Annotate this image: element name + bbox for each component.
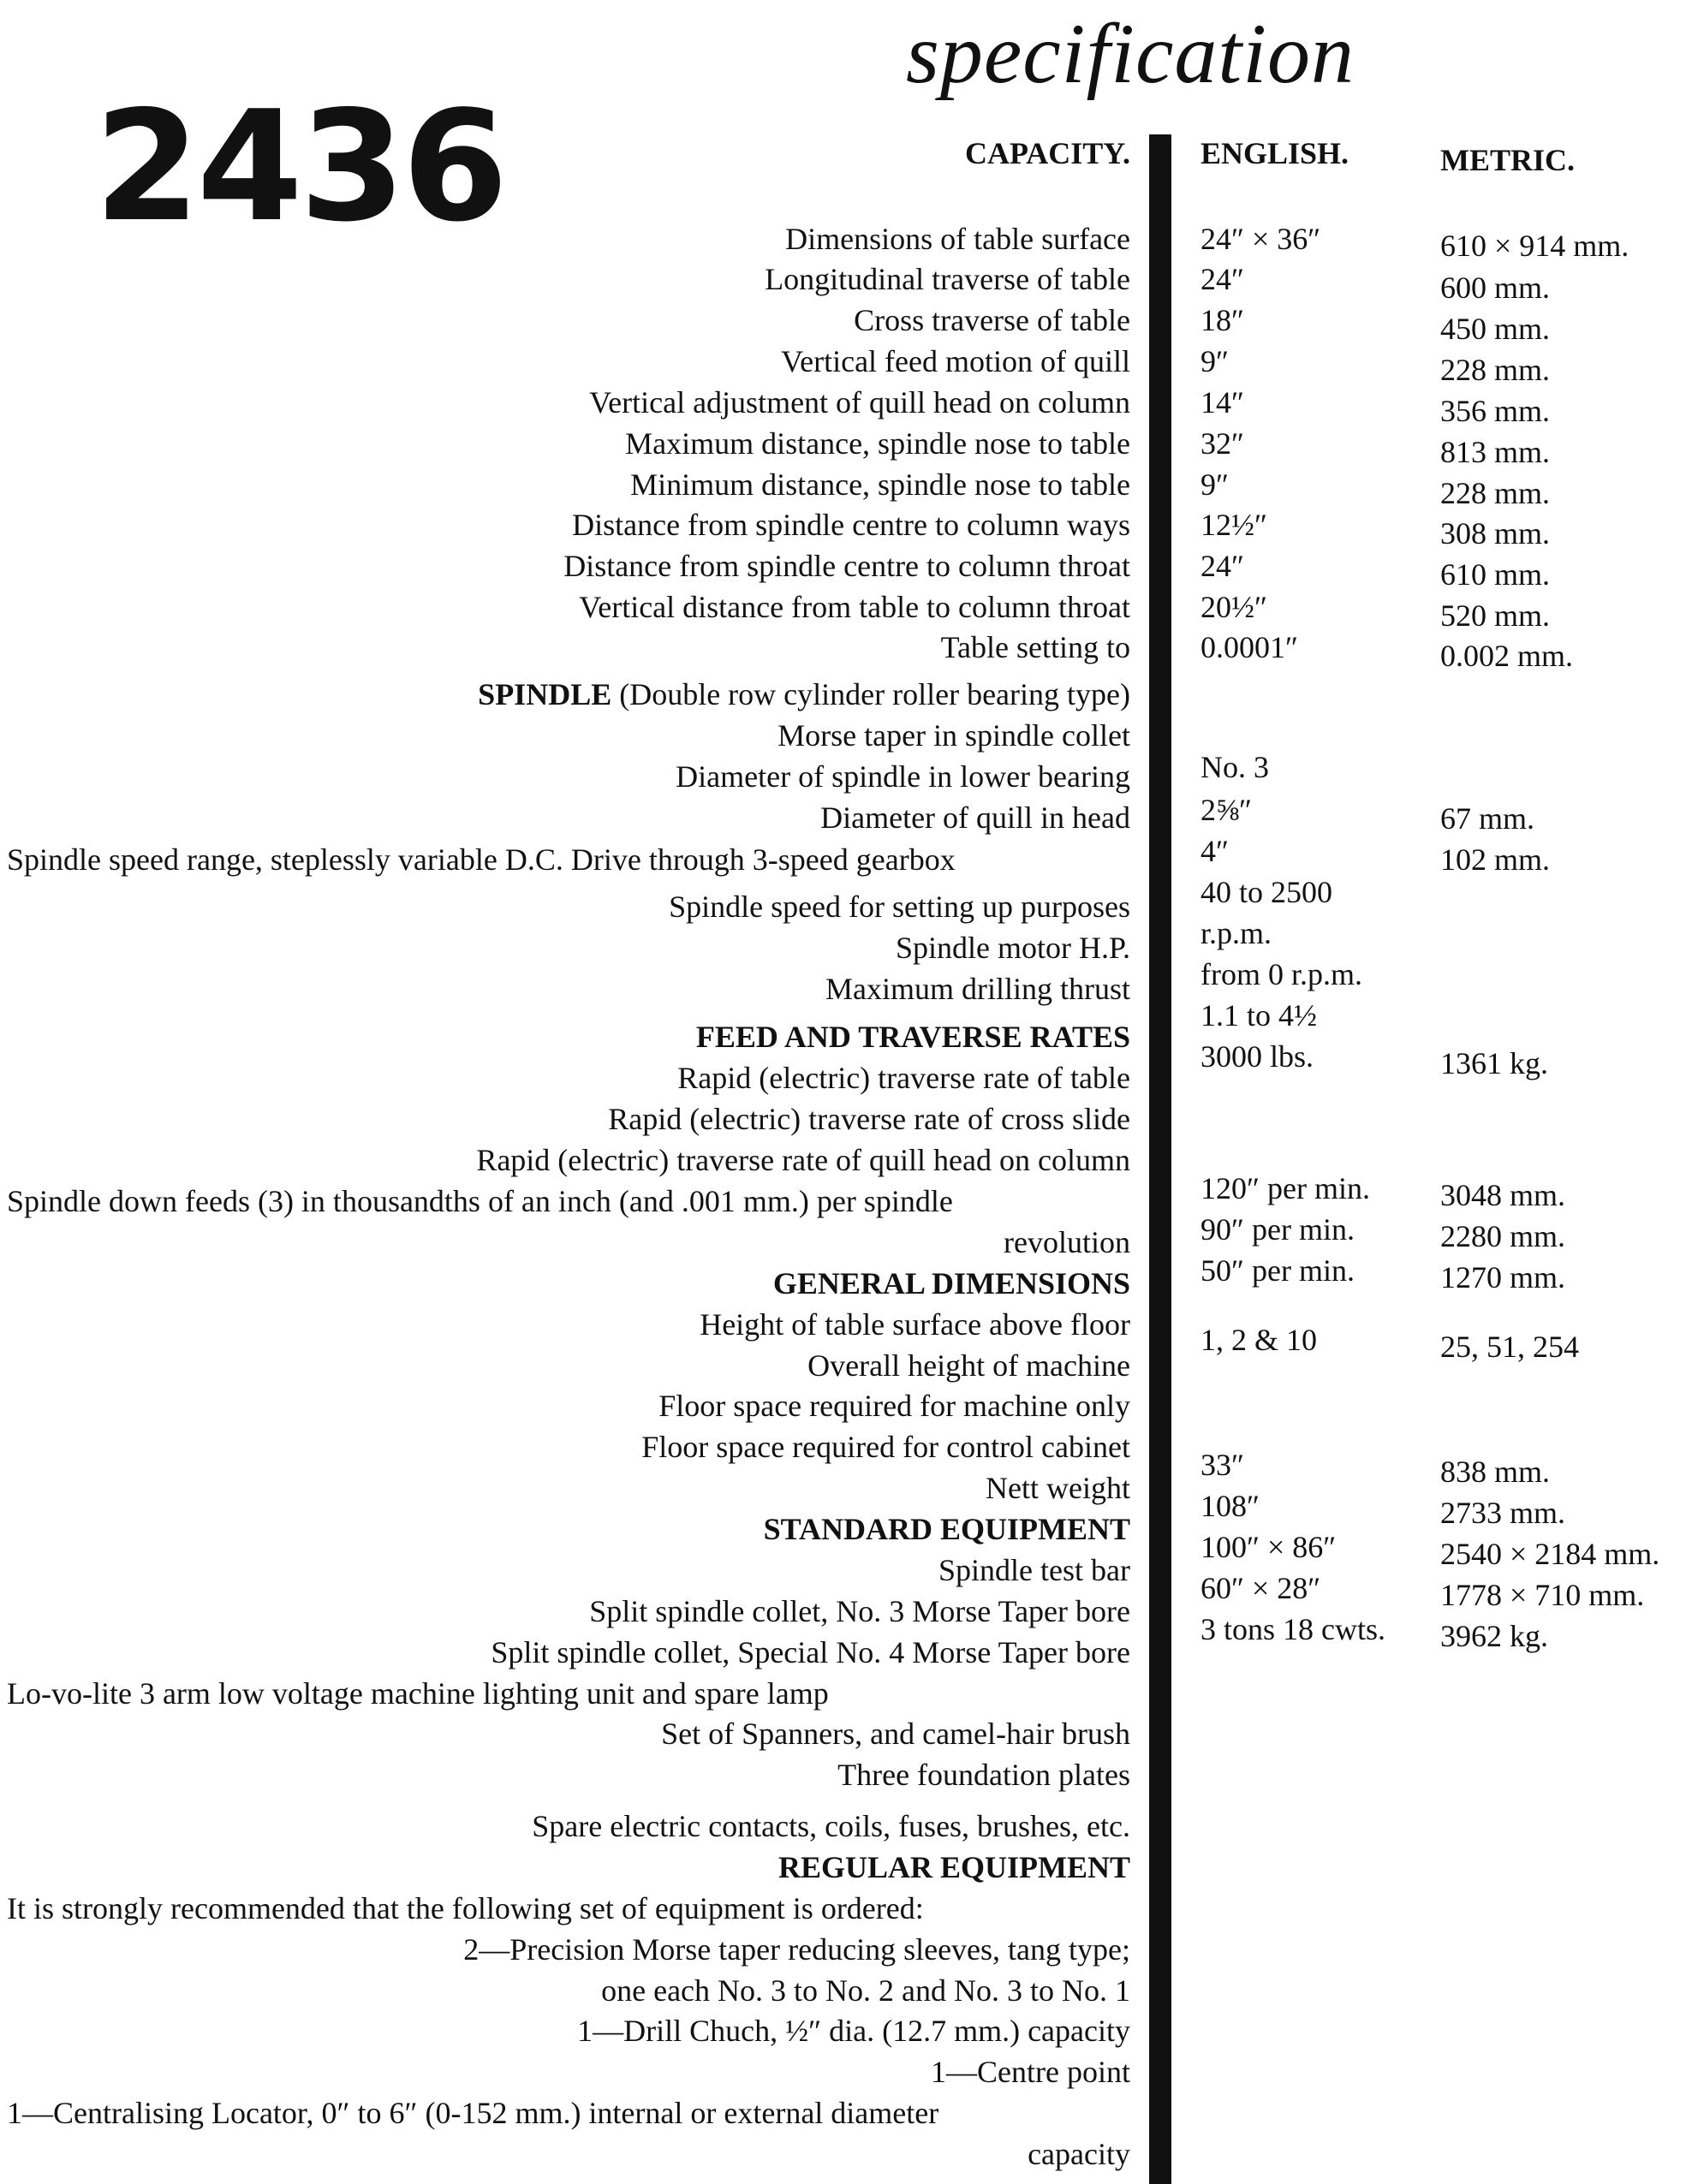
spec-label: Morse taper in spindle collet <box>777 718 1130 753</box>
capacity-header: CAPACITY. <box>964 136 1130 170</box>
english-value: 20½″ <box>1200 590 1267 624</box>
metric-value: 2540 × 2184 mm. <box>1440 1537 1660 1571</box>
section-heading: SPINDLE <box>478 677 612 711</box>
english-value: 120″ per min. <box>1200 1171 1370 1205</box>
metric-value: 1361 kg. <box>1440 1046 1548 1080</box>
spec-label: 1—Centre point <box>931 2055 1130 2089</box>
english-value: No. 3 <box>1200 750 1269 784</box>
spec-label: Set of Spanners, and camel-hair brush <box>661 1717 1130 1751</box>
spec-label: Rapid (electric) traverse rate of quill head on column <box>476 1143 1130 1177</box>
spec-label: Cross traverse of table <box>854 303 1130 337</box>
section-heading: STANDARD EQUIPMENT <box>763 1512 1130 1546</box>
spec-label: Spindle test bar <box>938 1553 1130 1587</box>
spec-label: Rapid (electric) traverse rate of table <box>677 1061 1130 1095</box>
model-number: 2436 <box>94 78 505 255</box>
section-heading: GENERAL DIMENSIONS <box>772 1266 1130 1300</box>
metric-value: 67 mm. <box>1440 801 1535 836</box>
english-value: 100″ × 86″ <box>1200 1530 1337 1564</box>
english-value: r.p.m. <box>1200 916 1272 950</box>
metric-value: 356 mm. <box>1440 394 1551 428</box>
english-value: from 0 r.p.m. <box>1200 957 1362 991</box>
metric-value: 610 × 914 mm. <box>1440 229 1629 263</box>
english-value: 3 tons 18 cwts. <box>1200 1612 1385 1646</box>
english-value: 40 to 2500 <box>1200 875 1333 909</box>
spec-label: 2—Precision Morse taper reducing sleeves, tang type; <box>463 1932 1130 1967</box>
english-value: 33″ <box>1200 1448 1244 1482</box>
spec-label: Floor space required for machine only <box>658 1389 1130 1423</box>
section-heading: FEED AND TRAVERSE RATES <box>695 1020 1130 1054</box>
metric-value: 3048 mm. <box>1440 1178 1566 1212</box>
spec-label: Distance from spindle centre to column ways <box>572 508 1130 542</box>
metric-value: 838 mm. <box>1440 1455 1551 1489</box>
english-value: 24″ <box>1200 549 1244 583</box>
english-value: 90″ per min. <box>1200 1212 1355 1247</box>
metric-value: 0.002 mm. <box>1440 639 1574 673</box>
metric-value: 450 mm. <box>1440 312 1551 346</box>
english-value: 50″ per min. <box>1200 1253 1355 1288</box>
metric-value: 610 mm. <box>1440 557 1551 592</box>
english-value: 60″ × 28″ <box>1200 1571 1321 1605</box>
spec-label: Spindle speed for setting up purposes <box>669 890 1130 924</box>
metric-value: 308 mm. <box>1440 516 1551 550</box>
english-value: 9″ <box>1200 344 1229 378</box>
metric-value: 3962 kg. <box>1440 1619 1548 1653</box>
metric-header: METRIC. <box>1440 143 1576 177</box>
page-title: specification <box>906 6 1355 101</box>
spec-label: Lo-vo-lite 3 arm low voltage machine lighting unit and spare lamp <box>7 1676 829 1711</box>
english-header: ENGLISH. <box>1200 136 1349 170</box>
english-value: 32″ <box>1200 426 1244 461</box>
spec-label: Dimensions of table surface <box>785 222 1130 256</box>
spec-label: Split spindle collet, No. 3 Morse Taper bore <box>589 1594 1130 1628</box>
english-value: 9″ <box>1200 467 1229 502</box>
english-value: 1.1 to 4½ <box>1200 998 1318 1032</box>
spec-label: 1—Centralising Locator, 0″ to 6″ (0-152 mm.) internal or external diameter <box>7 2096 939 2130</box>
spec-label: Nett weight <box>986 1471 1130 1505</box>
metric-value: 228 mm. <box>1440 353 1551 387</box>
spec-label: Three foundation plates <box>837 1758 1130 1792</box>
metric-value: 2280 mm. <box>1440 1219 1566 1253</box>
spec-label: Spare electric contacts, coils, fuses, brushes, etc. <box>532 1809 1130 1843</box>
spec-label: one each No. 3 to No. 2 and No. 3 to No. 1 <box>601 1973 1130 2008</box>
spec-label: capacity <box>1028 2137 1130 2171</box>
spec-label: Table setting to <box>940 630 1130 664</box>
spec-label: 1—Drill Chuch, ½″ dia. (12.7 mm.) capacity <box>577 2014 1130 2048</box>
metric-value: 520 mm. <box>1440 598 1551 633</box>
english-value: 12½″ <box>1200 508 1267 542</box>
english-value: 3000 lbs. <box>1200 1039 1314 1074</box>
spec-label: Vertical feed motion of quill <box>781 344 1130 378</box>
spec-label: Rapid (electric) traverse rate of cross slide <box>608 1102 1130 1136</box>
english-value: 4″ <box>1200 834 1229 868</box>
spec-label: Distance from spindle centre to column throat <box>563 549 1130 583</box>
english-value: 2⅝″ <box>1200 793 1252 827</box>
english-value: 24″ <box>1200 262 1244 296</box>
spec-label: Spindle speed range, steplessly variable D.C. Drive through 3-speed gearbox <box>7 842 956 877</box>
spec-label: Maximum distance, spindle nose to table <box>625 426 1130 461</box>
spec-label <box>478 676 1130 712</box>
spec-label: Spindle down feeds (3) in thousandths of an inch (and .001 mm.) per spindle <box>7 1184 953 1218</box>
spec-label: Split spindle collet, Special No. 4 Morse Taper bore <box>491 1635 1130 1669</box>
english-value: 108″ <box>1200 1489 1260 1523</box>
english-value: 0.0001″ <box>1200 630 1298 664</box>
english-value: 14″ <box>1200 385 1244 420</box>
spec-label: Minimum distance, spindle nose to table <box>630 467 1130 502</box>
section-heading: REGULAR EQUIPMENT <box>777 1850 1130 1884</box>
spec-label: Floor space required for control cabinet <box>641 1430 1130 1464</box>
english-value: 1, 2 & 10 <box>1200 1323 1318 1357</box>
metric-value: 25, 51, 254 <box>1440 1330 1579 1364</box>
spec-label: Diameter of spindle in lower bearing <box>676 759 1130 794</box>
spec-label: Height of table surface above floor <box>700 1307 1130 1342</box>
metric-value: 228 mm. <box>1440 476 1551 510</box>
spec-label: Spindle motor H.P. <box>895 931 1130 965</box>
spec-label: Diameter of quill in head <box>820 800 1130 835</box>
metric-value: 1778 × 710 mm. <box>1440 1578 1645 1612</box>
spec-label: revolution <box>1004 1225 1130 1259</box>
spec-label: Overall height of machine <box>807 1348 1130 1383</box>
spec-label: It is strongly recommended that the following set of equipment is ordered: <box>7 1891 924 1925</box>
metric-value: 2733 mm. <box>1440 1496 1566 1530</box>
spec-label: Vertical distance from table to column throat <box>579 590 1130 624</box>
metric-value: 1270 mm. <box>1440 1260 1566 1294</box>
english-value: 18″ <box>1200 303 1244 337</box>
metric-value: 813 mm. <box>1440 435 1551 469</box>
metric-value: 600 mm. <box>1440 271 1551 305</box>
english-value: 24″ × 36″ <box>1200 222 1321 256</box>
spec-label: Vertical adjustment of quill head on column <box>589 385 1130 420</box>
section-note: (Double row cylinder roller bearing type) <box>611 677 1130 711</box>
spec-label: Longitudinal traverse of table <box>765 262 1130 296</box>
spec-label: Maximum drilling thrust <box>825 972 1130 1006</box>
metric-value: 102 mm. <box>1440 842 1551 877</box>
column-divider <box>1149 134 1171 2184</box>
